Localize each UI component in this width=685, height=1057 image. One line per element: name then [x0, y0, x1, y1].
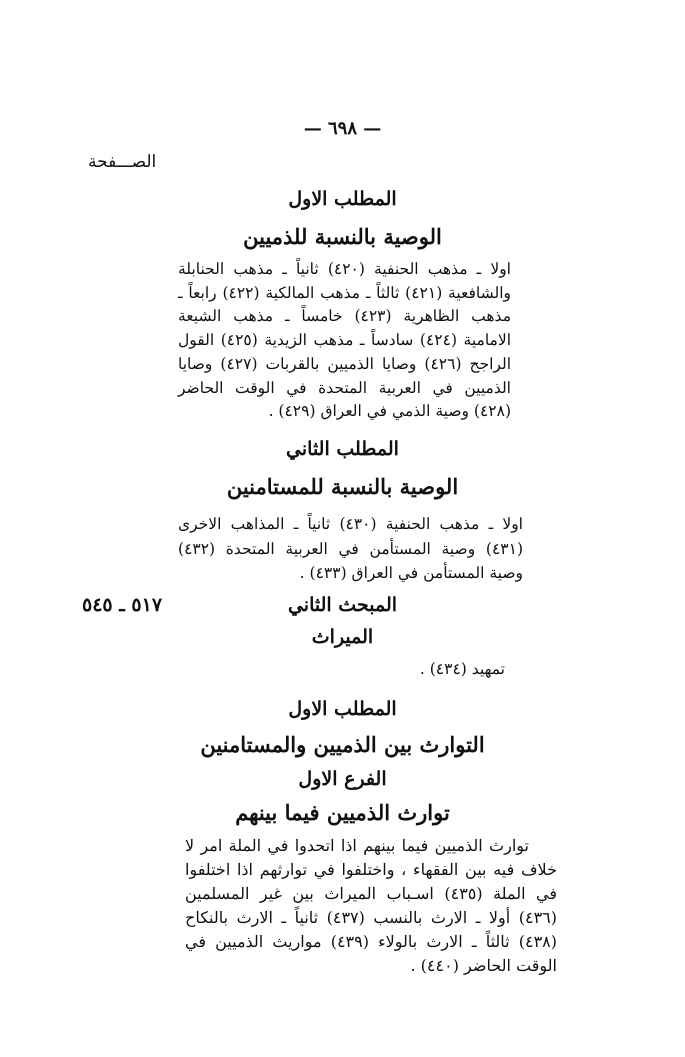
- mabhath-title: المبحث الثاني: [287, 594, 398, 616]
- far-paragraph: توارث الذميين فيما بينهم اذا اتحدوا في الملة امر لا خلاف فيه بين الفقهاء ، واختلفوا في توارثهم اذا اختلفوا في الملة (٤٣٥) اسـباب الميراث بين غير المسلمين (٤٣٦) أولا ـ الارث بالنسب (٤٣٧) ثانياً ـ الارث بالنكاح (٤٣٨) ثالثاً ـ الارث بالولاء (٤٣٩) مواريث الذميين في الوقت الحاضر (٤٤٠) .: [185, 836, 558, 975]
- far-subtitle: توارث الذميين فيما بينهم: [235, 800, 450, 825]
- matlab1-paragraph: اولا ـ مذهب الحنفية (٤٢٠) ثانياً ـ مذهب الحنابلة والشافعية (٤٢١) ثالثاً ـ مذهب المالكية (٤٢٢) رابعاً ـ مذهب الظاهرية (٤٢٣) خامساً ـ مذهب الشيعة الامامية (٤٢٤) سادساً ـ مذهب الزيدية (٤٢٥) القول الراجح (٤٢٦) وصايا الذميين بالقربات (٤٢٧) وصايا الذميين في العربية المتحدة في الوقت الحاضر (٤٢٨) وصية الذمي في العراق (٤٢٩) .: [178, 260, 511, 421]
- far-title: الفرع الاول: [298, 768, 387, 790]
- matlab2-title: المطلب الثاني: [286, 438, 399, 460]
- page-column-label: الصـــفحة: [88, 152, 157, 172]
- tamheed-line: تمهيد (٤٣٤) .: [419, 660, 505, 678]
- matlab1-subtitle: الوصية بالنسبة للذميين: [243, 224, 442, 249]
- mabhath-subtitle: الميراث: [311, 626, 374, 648]
- matlab3-title: المطلب الاول: [288, 698, 397, 720]
- matlab2-paragraph: اولا ـ مذهب الحنفية (٤٣٠) ثانياً ـ المذاهب الاخرى (٤٣١) وصية المستأمن في العربية المتحدة (٤٣٢) وصية المستأمن في العراق (٤٣٣) .: [178, 515, 523, 582]
- matlab1-title: المطلب الاول: [288, 188, 397, 210]
- matlab3-subtitle: التوارث بين الذميين والمستامنين: [200, 732, 485, 757]
- matlab2-subtitle: الوصية بالنسبة للمستامنين: [226, 474, 459, 499]
- page-range: ٥١٧ ـ ٥٤٥: [82, 594, 163, 616]
- page-number: — ٦٩٨ —: [303, 118, 382, 139]
